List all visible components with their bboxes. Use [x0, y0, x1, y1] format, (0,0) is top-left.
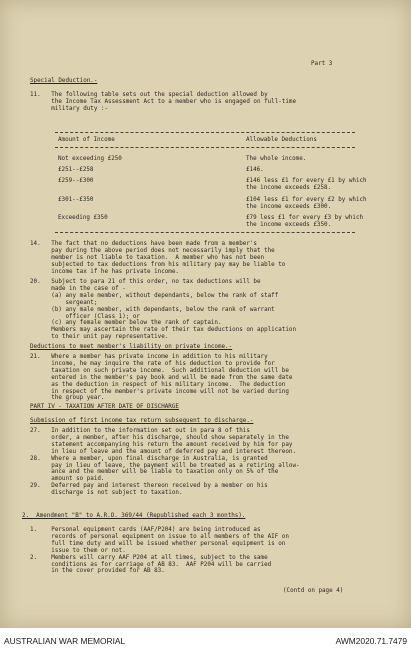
item-2-text: 1. Personal equipment cards (AAF/P204) are being introduced as records of personal equipment on issue to all members of the AIF on full time duty and will be issued whether personal equipment is on issue to them or not. 2. Members will carry AAF P204 at all times, subject to the same conditions as for carriage of AB 83. AAF P204 will be carried in the cover provided for AB 83. [30, 527, 289, 575]
table-row-income: £251--£258 [58, 167, 94, 173]
table-top-rule [55, 132, 355, 133]
table-row-income: Exceeding £350 [58, 215, 108, 221]
paragraph-21: 21. Where a member has private income in addition to his military income, he may inquire the rate of his deduction to provide for taxation on such private income. Such additional deduction will be entered in the member's pay book and will be made from the same date as the deduction in respect of his military income. The deduction in respect of the member's private income will not be varied during the group year. [30, 354, 293, 402]
table-row-deduction: £146 less £1 for every £1 by which the income exceeds £258. [246, 178, 367, 191]
paragraphs-27-29: 27. In addition to the information set out in para 8 of this order, a member, after his discharge, should show separately in the statement accompanying his return the amount received by him for pay in lieu of leave and the amount of deferred pay and interest thereon. 28. Where a member, upon final discharge in Australia, is granted pay in lieu of leave, the payment will be treated as a retiring allow- ance and the member will be liable to taxation only on 5% of the amount so paid. 29. Deferred pay and interest thereon received by a member on his discharge is not subject to taxation. [30, 428, 300, 497]
table-bottom-rule [55, 232, 355, 233]
archive-footer [0, 628, 411, 653]
heading-part-iv: PART IV - TAXATION AFTER DATE OF DISCHARGE [30, 404, 179, 410]
table-row-deduction: £146. [246, 167, 264, 173]
continued-note: (Contd on page 4) [283, 588, 344, 594]
paragraph-14: 14. The fact that no deductions have been made from a member's pay during the above period does not necessarily imply that the member is not liable to taxation. A member who has not been subjected to tax deductions from his military pay may be liable to income tax if he has private income. [30, 241, 286, 275]
table-row-income: Not exceeding £250 [58, 156, 122, 162]
table-row-deduction: £104 less £1 for every £2 by which the income exceeds £300. [246, 197, 367, 210]
footer-accession-number: AWM2020.71.7479 [335, 635, 407, 646]
table-row-deduction: The whole income. [246, 156, 307, 162]
table-row-income: £259--£300 [58, 178, 94, 184]
paragraph-11: 11. The following table sets out the special deduction allowed by the Income Tax Assessment Act to a member who is engaged on full-time military duty :- [30, 92, 296, 112]
table-row-deduction: £79 less £1 for every £3 by which the income exceeds £350. [246, 215, 364, 228]
heading-special-deduction: Special Deduction.- [30, 78, 98, 84]
paragraph-20: 20. Subject to para 21 of this order, no tax deductions will be made in the case of - (a) any male member, without dependants, below the rank of staff sergeant; (b) any male member, with dependants, below the rank of warrant officer (Class 1); or (c) any female member below the rank of captain. Members may ascertain the rate of their tax deductions on application to their unit pay representative. [30, 279, 296, 341]
item-2-heading: 2. Amendment "B" to A.R.O. 369/44 (Republished each 3 months). [22, 513, 246, 519]
table-header-rule [55, 147, 355, 148]
heading-submission: Submission of first income tax return subsequent to discharge.- [30, 418, 254, 424]
heading-private-income: Deductions to meet member's liability on private income.- [30, 344, 233, 350]
footer-institution: AUSTRALIAN WAR MEMORIAL [4, 635, 126, 646]
table-header-deduction: Allowable Deductions [246, 137, 317, 143]
table-row-income: £301--£350 [58, 197, 94, 203]
table-header-income: Amount of Income [58, 137, 115, 143]
page-number: Part 3 [311, 61, 333, 67]
